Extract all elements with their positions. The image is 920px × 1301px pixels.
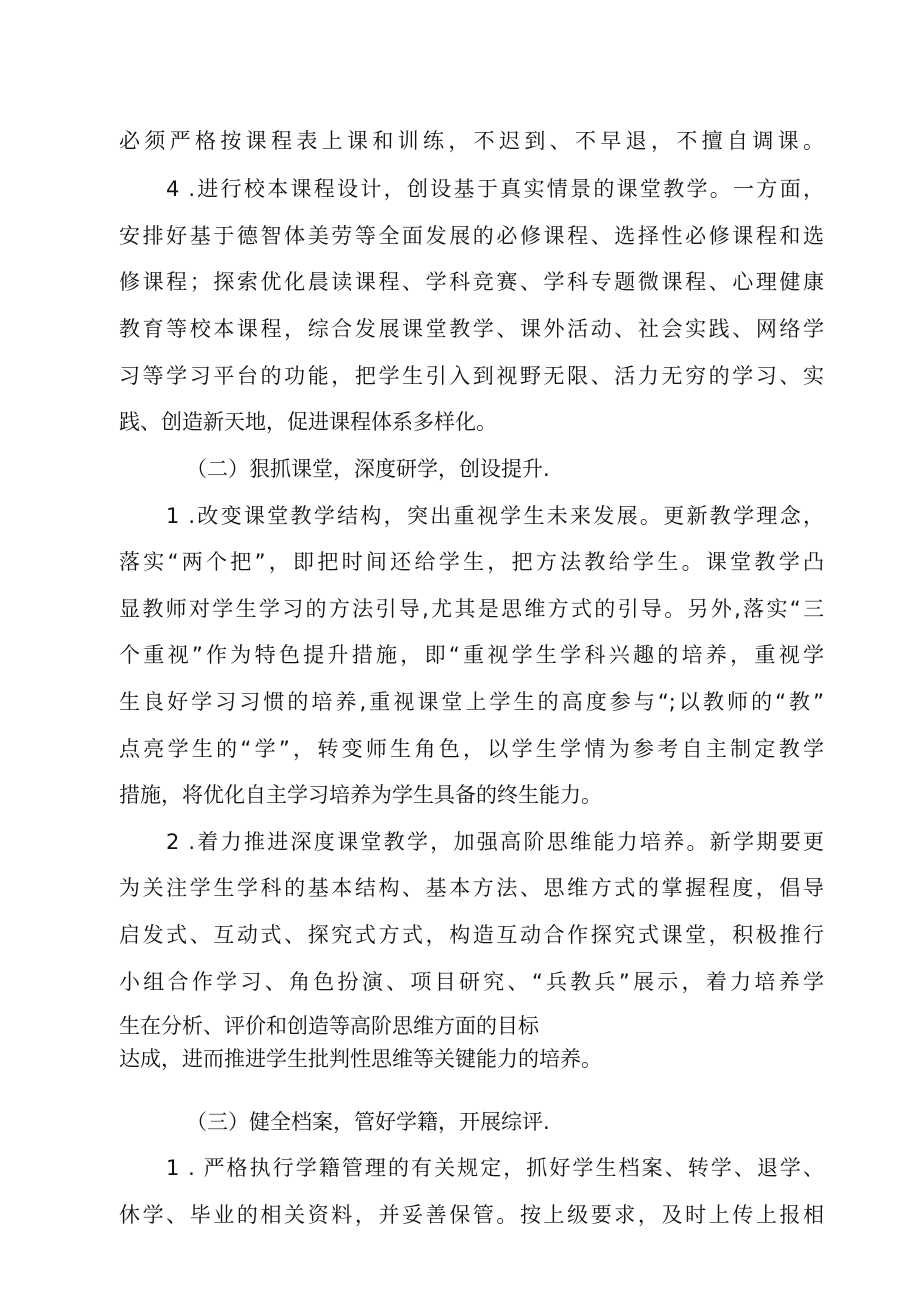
paragraph-line: 安排好基于德智体美劳等全面发展的必修课程、选择性必修课程和选 (119, 224, 824, 248)
paragraph-line: 生在分析、评价和创造等高阶思维方面的目标 (119, 1014, 539, 1038)
paragraph-line: 小组合作学习、角色扮演、项目研究、“兵教兵”展示，着力培养学 (119, 970, 824, 994)
paragraph-line: 显教师对学生学习的方法引导,尤其是思维方式的引导。另外,落实“三 (119, 597, 824, 621)
paragraph-line: 为关注学生学科的基本结构、基本方法、思维方式的掌握程度，倡导 (119, 876, 824, 900)
paragraph-line: 修课程；探索优化晨读课程、学科竞赛、学科专题微课程、心理健康 (119, 270, 824, 294)
paragraph-line: 达成，进而推进学生批判性思维等关键能力的培养。 (119, 1047, 602, 1071)
paragraph-line: 践、创造新天地，促进课程体系多样化。 (119, 410, 497, 434)
paragraph-line: 2 .着力推进深度课堂教学，加强高阶思维能力培养。新学期要更 (166, 830, 824, 854)
paragraph-line: 点亮学生的“学”，转变师生角色，以学生学情为参考自主制定教学 (119, 737, 824, 761)
section-heading: （二）狠抓课堂，深度研学，创设提升. (186, 457, 550, 481)
paragraph-line: 启发式、互动式、探究式方式，构造互动合作探究式课堂，积极推行 (119, 923, 824, 947)
paragraph-line: 1 .改变课堂教学结构，突出重视学生未来发展。更新教学理念， (166, 504, 824, 528)
paragraph-line: 4 .进行校本课程设计，创设基于真实情景的课堂教学。一方面， (166, 177, 824, 201)
paragraph-line: 习等学习平台的功能，把学生引入到视野无限、活力无穷的学习、实 (119, 364, 824, 388)
paragraph-line: 生良好学习习惯的培养,重视课堂上学生的高度参与“;以教师的“教” (119, 690, 824, 714)
section-heading: （三）健全档案，管好学籍，开展综评. (186, 1110, 550, 1134)
paragraph-line: 落实“两个把”，即把时间还给学生，把方法教给学生。课堂教学凸 (119, 550, 824, 574)
paragraph-line: 教育等校本课程，综合发展课堂教学、课外活动、社会实践、网络学 (119, 317, 824, 341)
paragraph-line: 措施，将优化自主学习培养为学生具备的终生能力。 (119, 783, 602, 807)
paragraph-line: 1 . 严格执行学籍管理的有关规定，抓好学生档案、转学、退学、 (166, 1156, 824, 1180)
paragraph-line: 个重视”作为特色提升措施，即“重视学生学科兴趣的培养，重视学 (119, 643, 824, 667)
paragraph-line: 必须严格按课程表上课和训练，不迟到、不早退，不擅自调课。 (119, 129, 824, 153)
paragraph-line: 休学、毕业的相关资料，并妥善保管。按上级要求，及时上传上报相 (119, 1203, 824, 1227)
